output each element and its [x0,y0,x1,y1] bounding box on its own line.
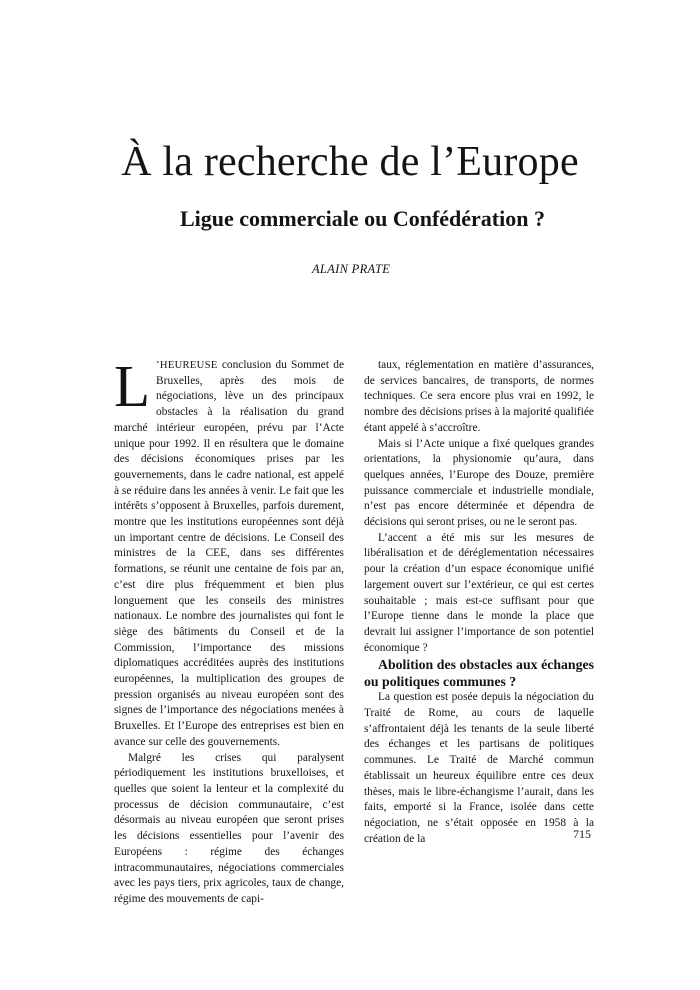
body-paragraph: La question est posée depuis la négociation du Traité de Rome, au cours de laquelle s’affrontaient déjà les tenants de la seule liberté des échanges et les partisans de politiques communes. Le Traité de Marché commun établissait un heureux équilibre entre ces deux thèses, mais le libre-échangisme l’aurait, dans les faits, emporté si la France, isolée dans cette négociation, ne s’était opposée en 1958 à la création de la [364,691,594,845]
body-paragraph: L’accent a été mis sur les mesures de libéralisation et de déréglementation nécessaires pour la création d’un espace économique unifié largement ouvert sur l’extérieur, ce qui est certes souhaitable ; mais est-ce suffisant pour que l’Europe tienne dans le monde la place que devrait lui assigner l’importance de son potentiel économique ? [364,531,594,654]
right-column [364,358,594,847]
opening-paragraph-text: conclusion du Sommet de Bruxelles, après des mois de négociations, lève un des principaux obstacles à la réalisation du grand marché intérieur européen, prévu par l’Acte unique pour 1992. Il en résultera que le domaine des décisions économiques prises par les gouvernements, dans le cadre national, est appelé à se réduire dans les années à venir. Le fait que les intérêts s’opposent à Bruxelles, parfois durement, montre que les institutions européennes sont déjà un important centre de décisions. Le Conseil des ministres de la CEE, dans ses différentes formations, se réunit une centaine de fois par an, c’est dire plus fréquemment et bien plus longuement que les conseils des ministres nationaux. Le nombre des journalistes qui font le siège des bâtiments du Conseil et de la Commission, l’importance des missions diplomatiques accréditées auprès des institutions européennes, la multiplication des groupes de pression organisés au niveau européen sont des signes de l’importance des négociations menées à Bruxelles. Et l’Europe des entreprises est bien en avance sur celle des gouvernements. [114,359,344,748]
opening-paragraph [114,353,344,751]
article-subtitle: Ligue commerciale ou Confédération ? [180,206,545,231]
left-column [114,353,344,908]
body-paragraph: Malgré les crises qui paralysent périodiquement les institutions bruxelloises, et quelles que soient la lenteur et la complexité du processus de décision communautaire, c’est désormais au niveau européen que seront prises les décisions essentielles pour l’avenir des Européens : régime des échanges intracommunautaires, négociations commerciales avec les pays tiers, prix agricoles, taux de change, régime des mouvements de capi- [114,751,344,905]
author-name: ALAIN PRATE [312,262,391,276]
section-heading: Abolition des obstacles aux échanges ou politiques communes ? [364,657,594,690]
body-paragraph: Mais si l’Acte unique a fixé quelques grandes orientations, la physionomie qu’aura, dans quelques années, l’Europe des Douze, première puissance commerciale et industrielle mondiale, n’est pas encore déterminée et dépendra de décisions qui seront prises, ou ne le seront pas. [364,437,594,529]
opening-word: ’HEUREUSE [156,360,218,371]
body-paragraph: taux, réglementation en matière d’assurances, de services bancaires, de transports, de normes techniques. Ce sera encore plus vrai en 1992, le nombre des décisions prises à la majorité qualifiée étant appelé à s’accroître. [364,359,594,434]
article-title: À la recherche de l’Europe [121,139,579,185]
drop-cap: L [114,353,151,419]
page-number: 715 [573,827,591,841]
